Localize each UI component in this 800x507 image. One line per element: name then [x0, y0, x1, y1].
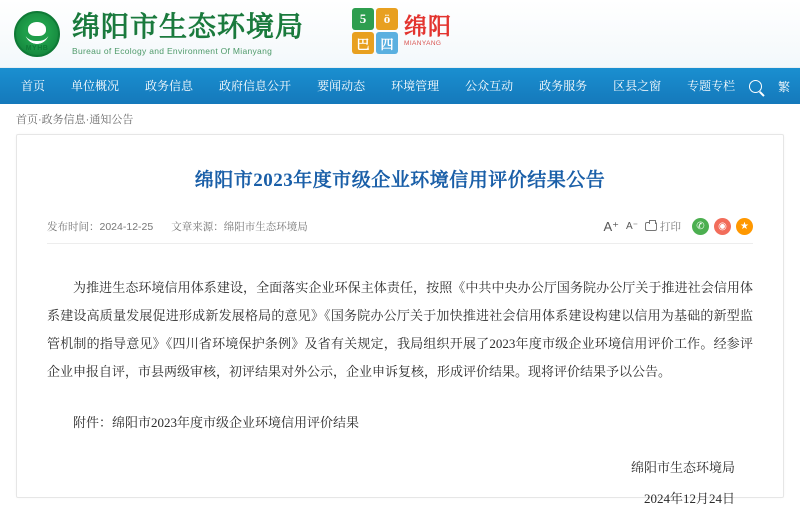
article-sign-date: 2024年12月24日	[643, 491, 735, 506]
nav-utilities	[749, 68, 790, 104]
brand-square-3: 巴	[352, 32, 374, 54]
brand-square-2: ö	[376, 8, 398, 30]
page-title: 绵阳市2023年度市级企业环境信用评价结果公告	[194, 170, 606, 191]
printer-icon	[645, 222, 657, 231]
breadcrumb: 首页·政务信息·通知公告	[0, 104, 800, 134]
brand-square-4: 四	[376, 32, 398, 54]
site-title-block	[72, 12, 304, 56]
brand-word-cn: 绵阳	[404, 14, 452, 39]
font-size-increase-button[interactable]: A⁺	[603, 218, 620, 234]
nav-item-env-management[interactable]: 环境管理	[391, 79, 440, 93]
print-button[interactable]	[645, 219, 681, 234]
brand-square-1: 5	[352, 8, 374, 30]
nav-item-services[interactable]: 政务服务	[539, 79, 588, 93]
main-navigation	[0, 68, 800, 104]
nav-item-news[interactable]: 要闻动态	[317, 79, 366, 93]
nav-item-gov-info[interactable]: 政务信息	[145, 79, 194, 93]
site-header	[0, 0, 800, 68]
nav-item-gov-disclosure[interactable]: 政府信息公开	[219, 79, 292, 93]
article-meta-left	[47, 219, 308, 234]
share-wechat-button[interactable]: ✆	[692, 218, 709, 235]
search-icon[interactable]	[749, 80, 762, 93]
leaf-shape-icon	[24, 19, 50, 41]
nav-item-public[interactable]: 公众互动	[465, 79, 514, 93]
article-paragraph: 为推进生态环境信用体系建设，全面落实企业环保主体责任，按照《中共中央办公厅国务院办公厅关于推进社会信用体系建设高质量发展促进形成新发展格局的意见》《国务院办公厅关于加快推进社会信用体系建设构建以信用为基础的新型监管机制的指导意见》《四川省环境保护条例》及省有关规定，我局组织开展了2023年度市级企业环境信用评价工作。经参评企业申报自评，市县两级审核，初评结果对外公示，企业申诉复核，形成评价结果。现将评价结果予以公告。	[47, 280, 753, 379]
brand-wordmark	[404, 15, 452, 47]
brand-word-en: MIANYANG	[404, 40, 442, 47]
article-body	[47, 274, 753, 386]
article-source: 文章来源：绵阳市生态环境局	[171, 221, 308, 233]
article-signature: 绵阳市生态环境局	[630, 460, 735, 475]
nav-item-overview[interactable]: ​单位概况	[71, 79, 120, 93]
article-attachment[interactable]: 附件：绵阳市2023年度市级企业环境信用评价结果	[73, 415, 360, 430]
article-meta-row	[47, 218, 753, 244]
mianyang-brand-logo	[352, 8, 452, 54]
nav-item-topics[interactable]: 专题专栏	[687, 79, 736, 93]
font-size-decrease-button[interactable]: A⁻	[626, 221, 638, 232]
article-tools	[604, 218, 754, 235]
brand-square-grid	[352, 8, 398, 54]
nav-item-home[interactable]: 首页	[21, 79, 46, 93]
share-favorite-button[interactable]: ★	[736, 218, 753, 235]
site-title-en: Bureau of Ecology and Environment Of Mianyang	[72, 45, 273, 56]
share-button-group	[692, 218, 753, 235]
publish-time: 发布时间：2024-12-25	[47, 221, 154, 233]
nav-item-districts[interactable]: 区县之窗	[613, 79, 662, 93]
emblem-text: MYHB	[25, 44, 49, 52]
environment-emblem-icon	[14, 11, 60, 57]
print-label: 打印	[660, 221, 681, 233]
language-toggle[interactable]: 繁	[777, 79, 790, 94]
site-title-cn: 绵阳市生态环境局	[72, 11, 305, 43]
nav-item-list	[0, 68, 748, 104]
article-card	[16, 134, 784, 506]
share-weibo-button[interactable]: ◉	[714, 218, 731, 235]
